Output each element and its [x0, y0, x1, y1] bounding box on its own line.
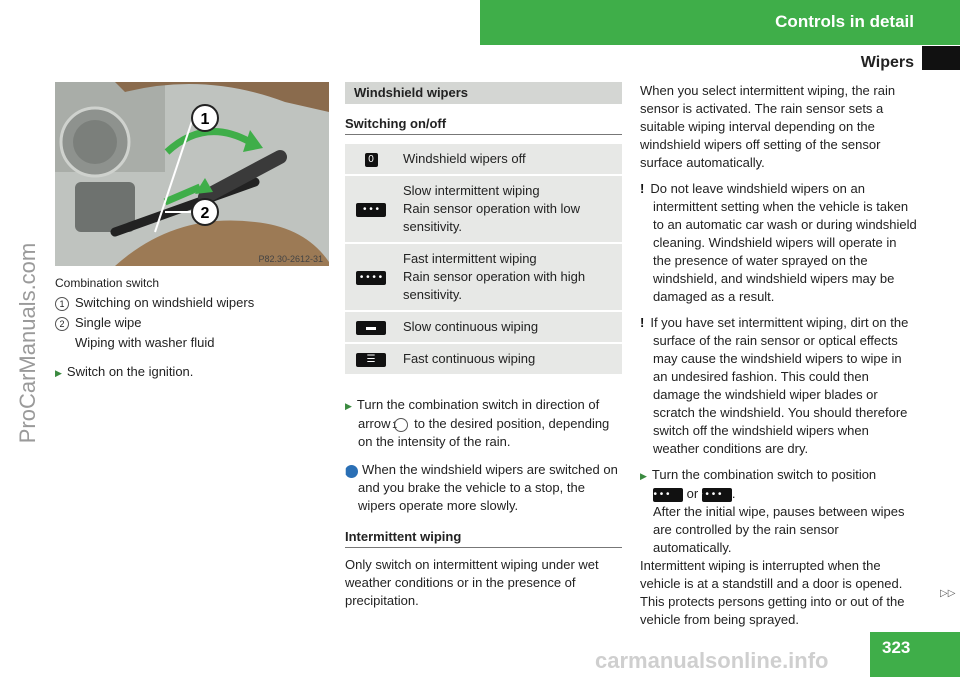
warning-text-1: Do not leave windshield wipers on an intermittent setting when the vehicle is taken to an automatic car wash or during windshield cleaning. Windshield wipers will operate in the presence of water sprayed on the windshield, and windshield wipers may be damaged as a result. [650, 181, 917, 304]
step-arrow-icon: ▶ [640, 471, 647, 481]
fast-intermittent-icon: • • • • [702, 488, 732, 502]
figure-caption: Combination switch [55, 276, 160, 290]
section-title: Controls in detail [775, 12, 914, 31]
info-note [345, 461, 622, 515]
num-2: 2 [55, 317, 69, 331]
info-icon: i [345, 465, 358, 478]
num-1: 1 [55, 297, 69, 311]
section-bar: Windshield wipers [345, 82, 622, 104]
step-turn-switch [345, 396, 622, 451]
column-3 [640, 82, 918, 629]
step-text-b: After the initial wipe, pauses between wipes are controlled by the rain sensor automatically. [653, 504, 905, 555]
num-1-inline: 1 [394, 418, 408, 432]
table-row [345, 243, 622, 311]
table-row [345, 144, 622, 175]
warning-icon: ! [640, 181, 645, 196]
row-text: Fast continuous wiping [403, 351, 536, 366]
slow-intermittent-icon: • • • [356, 203, 386, 217]
wiper-off-icon: 0 [365, 153, 378, 167]
legend-item-2 [55, 313, 325, 333]
warning-icon: ! [640, 315, 645, 330]
wiper-settings-table [345, 144, 622, 376]
heading-switching: Switching on/off [345, 116, 622, 135]
step-arrow-icon: ▶ [345, 401, 352, 411]
page-number: 323 [870, 632, 960, 677]
slow-continuous-icon: ▬ [356, 321, 386, 335]
row-subtext: Rain sensor operation with high sensitivity. [403, 269, 586, 302]
row-text: Slow intermittent wiping [403, 183, 540, 198]
side-watermark: ProCarManuals.com [15, 242, 40, 444]
step-or: or [686, 486, 699, 501]
footer-watermark: carmanualsonline.info [595, 648, 829, 673]
step-ignition-text: Switch on the ignition. [66, 364, 194, 379]
step-position: ▶ Turn the combination switch to position • • • or • • • • . After the initial wipe, pauses between wipes are controlled by the rain sensor automatically. [640, 467, 905, 555]
warning-dirt [640, 314, 918, 458]
column-2 [345, 82, 622, 610]
combination-switch-photo [55, 82, 329, 266]
warning-text-2: If you have set intermittent wiping, dirt on the surface of the rain sensor or optical effects may cause the windshield wipers to wipe in an undesired fashion. This could then damage the windshield wiper blades or scratch the windshield. You should therefore switch off the windshield wipers when weather conditions are dry. [650, 315, 909, 456]
legend-item-1 [55, 293, 325, 313]
row-text: Slow continuous wiping [403, 319, 539, 334]
intermittent-paragraph: Only switch on intermittent wiping under wet weather conditions or in the presence of precipitation. [345, 557, 599, 608]
warning-car-wash [640, 180, 918, 306]
slow-intermittent-icon: • • • [653, 488, 683, 502]
table-row [345, 175, 622, 243]
continue-icon: ▷▷ [940, 588, 956, 599]
legend-text-1: Switching on windshield wipers [75, 295, 255, 310]
fast-intermittent-icon: • • • • [356, 271, 386, 285]
marker-1: 1 [200, 111, 210, 128]
marker-2: 2 [200, 205, 210, 222]
step-text-a: Turn the combination switch in direction of arrow [356, 397, 600, 431]
step-text-a: Turn the combination switch to position [651, 467, 877, 482]
row-subtext: Rain sensor operation with low sensitivity. [403, 201, 581, 234]
step-arrow-icon: ▶ [55, 368, 62, 378]
legend-item-2-extra: Wiping with washer fluid [75, 335, 215, 350]
rain-sensor-paragraph: When you select intermittent wiping, the rain sensor is activated. The rain sensor sets a suitable wiping interval depending on the windshield wipers off setting of the sensor surface automatically. [640, 83, 896, 170]
info-text: When the windshield wipers are switched on and you brake the vehicle to a stop, the wipers operate more slowly. [358, 462, 618, 513]
heading-intermittent: Intermittent wiping [345, 529, 622, 548]
legend-text-2: Single wipe [75, 315, 142, 330]
row-text: Fast intermittent wiping [403, 251, 537, 266]
figure-code: P82.30-2612-31 [258, 254, 323, 264]
step-text-b: to the desired position, depending on the intensity of the rain. [358, 416, 610, 449]
table-row [345, 311, 622, 343]
fast-continuous-icon: ☰ [356, 353, 386, 367]
figure-legend [55, 293, 325, 383]
subsection-title: Wipers [860, 54, 914, 71]
photo-illustration [55, 82, 329, 266]
step-ignition [55, 362, 325, 383]
row-text: Windshield wipers off [403, 151, 526, 166]
interrupted-paragraph: Intermittent wiping is interrupted when the vehicle is at a standstill and a door is opened. This protects persons getting into or out of the vehicle from being sprayed. [640, 558, 905, 627]
table-row [345, 343, 622, 375]
header-marker [922, 46, 960, 70]
